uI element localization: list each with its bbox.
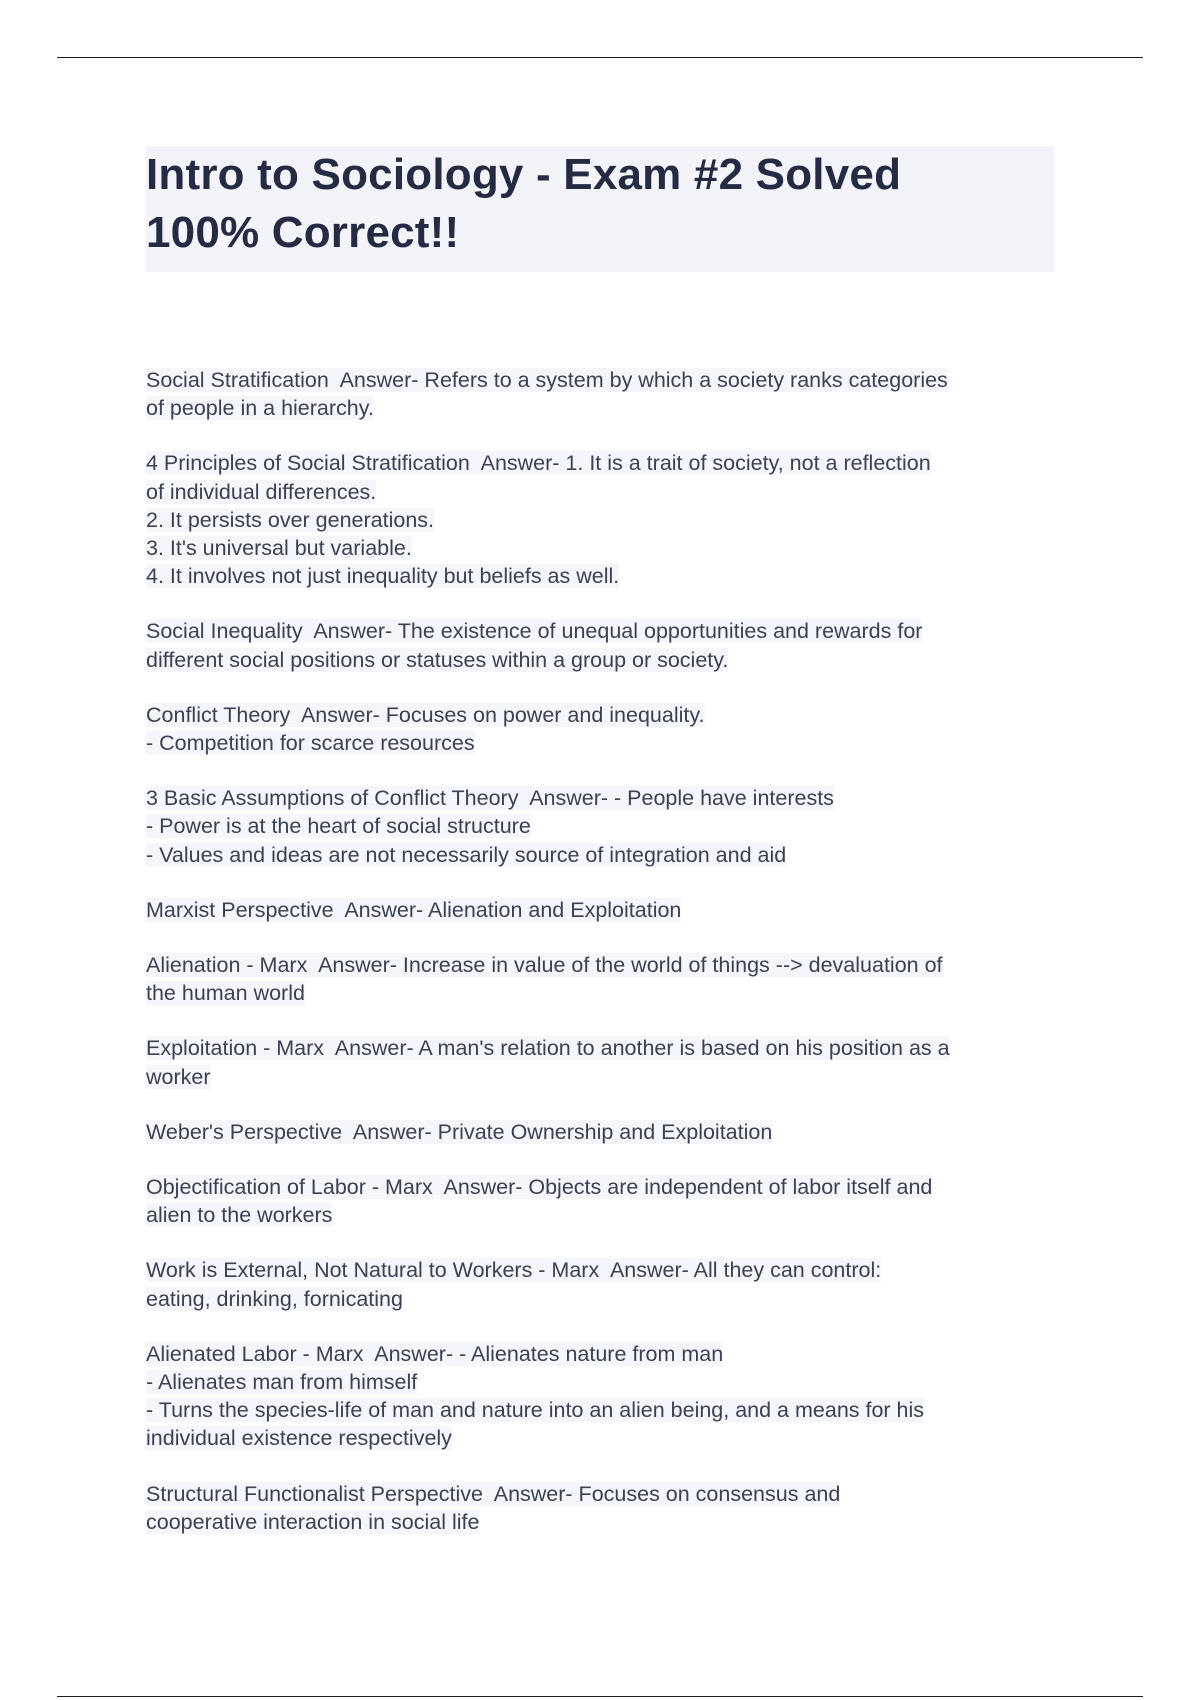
qa-line — [146, 729, 1056, 757]
title-block — [146, 146, 1054, 272]
qa-line-text: cooperative interaction in social life — [146, 1509, 480, 1534]
qa-line-text: the human world — [146, 981, 305, 1006]
qa-line-text: Social Stratification Answer- Refers to a system by which a society ranks categories — [146, 368, 948, 392]
qa-line-text: Alienated Labor - Marx Answer- - Alienates nature from man — [146, 1341, 724, 1366]
qa-line-text: different social positions or statuses within a group or society. — [146, 647, 729, 672]
qa-line-text: Weber's Perspective Answer- Private Ownership and Exploitation — [146, 1119, 773, 1144]
qa-line — [146, 1396, 1056, 1424]
qa-item — [146, 1340, 1056, 1453]
qa-line — [146, 1063, 1056, 1091]
qa-line-text: Marxist Perspective Answer- Alienation and Exploitation — [146, 897, 682, 922]
qa-line-text: Work is External, Not Natural to Workers - Marx Answer- All they can control: — [146, 1258, 882, 1283]
page-title — [146, 146, 1054, 262]
qa-line-text: Alienation - Marx Answer- Increase in value of the world of things --> devaluation of — [146, 953, 943, 978]
qa-line-text: Conflict Theory Answer- Focuses on power and inequality. — [146, 702, 705, 727]
qa-line — [146, 562, 1056, 590]
qa-item — [146, 951, 1056, 1007]
title-line: 100% Correct!! — [146, 208, 460, 257]
qa-item — [146, 896, 1056, 924]
qa-line — [146, 1118, 1056, 1146]
title-line: Intro to Sociology - Exam #2 Solved — [146, 150, 902, 199]
qa-line — [146, 646, 1056, 674]
qa-line — [146, 1368, 1056, 1396]
qa-line-text: - Turns the species-life of man and nature into an alien being, and a means for his — [146, 1398, 925, 1423]
qa-line-text: Social Inequality Answer- The existence of unequal opportunities and rewards for — [146, 619, 923, 644]
qa-line — [146, 951, 1056, 979]
qa-item — [146, 366, 1056, 422]
qa-item — [146, 1480, 1056, 1536]
qa-line — [146, 617, 1056, 645]
qa-line — [146, 784, 1056, 812]
qa-line — [146, 841, 1056, 869]
qa-line — [146, 1285, 1056, 1313]
qa-line-text: eating, drinking, fornicating — [146, 1286, 403, 1311]
bottom-rule — [57, 1696, 1143, 1697]
qa-line-text: of people in a hierarchy. — [146, 396, 374, 421]
qa-line-text: of individual differences. — [146, 479, 377, 504]
qa-line-text: worker — [146, 1064, 211, 1089]
qa-line — [146, 366, 1056, 394]
qa-item — [146, 1118, 1056, 1146]
qa-item — [146, 449, 1056, 590]
qa-line-text: individual existence respectively — [146, 1426, 452, 1451]
qa-line-text: Structural Functionalist Perspective Answer- Focuses on consensus and — [146, 1481, 841, 1506]
qa-line — [146, 1256, 1056, 1284]
qa-line — [146, 506, 1056, 534]
qa-item — [146, 617, 1056, 673]
qa-line-text: - Competition for scarce resources — [146, 731, 475, 756]
qa-line — [146, 1173, 1056, 1201]
qa-line — [146, 1340, 1056, 1368]
qa-line — [146, 1034, 1056, 1062]
qa-line-text: alien to the workers — [146, 1203, 333, 1228]
qa-line-text: 4 Principles of Social Stratification Answer- 1. It is a trait of society, not a reflection — [146, 451, 931, 476]
qa-line-text: 4. It involves not just inequality but beliefs as well. — [146, 564, 620, 589]
qa-line-text: 3. It's universal but variable. — [146, 536, 412, 561]
qa-item — [146, 1034, 1056, 1090]
qa-line-text: Objectification of Labor - Marx Answer- Objects are independent of labor itself and — [146, 1175, 933, 1200]
top-rule — [57, 57, 1143, 58]
qa-line — [146, 1480, 1056, 1508]
qa-line — [146, 449, 1056, 477]
qa-line — [146, 394, 1056, 422]
qa-line — [146, 534, 1056, 562]
qa-line-text: - Values and ideas are not necessarily source of integration and aid — [146, 842, 787, 867]
qa-line-text: Exploitation - Marx Answer- A man's relation to another is based on his position as a — [146, 1036, 950, 1061]
qa-line — [146, 478, 1056, 506]
qa-item — [146, 1256, 1056, 1312]
qa-list — [146, 366, 1056, 1563]
qa-line-text: - Power is at the heart of social structure — [146, 814, 531, 839]
qa-line-text: 2. It persists over generations. — [146, 507, 435, 532]
qa-line — [146, 1201, 1056, 1229]
qa-line — [146, 1424, 1056, 1452]
qa-line — [146, 979, 1056, 1007]
qa-item — [146, 701, 1056, 757]
qa-line — [146, 701, 1056, 729]
qa-line-text: - Alienates man from himself — [146, 1370, 418, 1395]
qa-line — [146, 896, 1056, 924]
qa-item — [146, 784, 1056, 869]
qa-item — [146, 1173, 1056, 1229]
qa-line-text: 3 Basic Assumptions of Conflict Theory Answer- - People have interests — [146, 786, 834, 811]
qa-line — [146, 812, 1056, 840]
qa-line — [146, 1508, 1056, 1536]
